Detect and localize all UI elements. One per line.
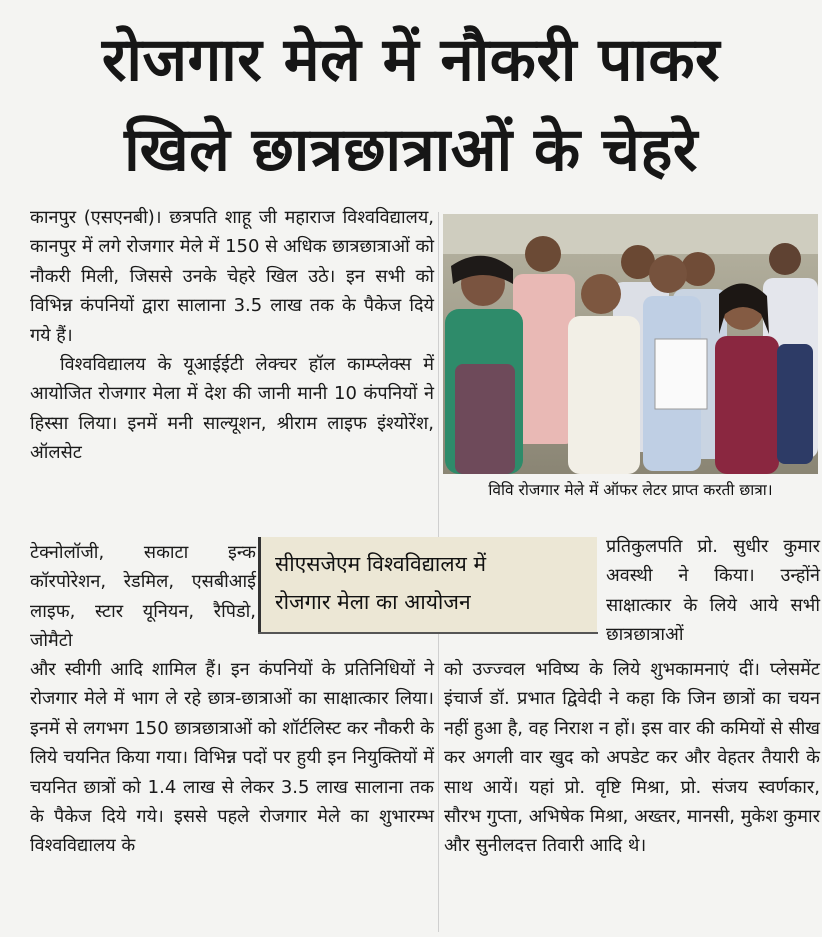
article-body-left-top — [30, 203, 434, 468]
pull-quote — [258, 537, 597, 633]
body-paragraph-3: और स्वीगी आदि शामिल हैं। इन कंपनियों के प्रतिनिधियों ने रोजगार मेले में भाग ले रहे छात्र-छात्राओं का साक्षात्कार लिया। इनमें से लगभग 150 छात्रछात्राओं को शॉर्टलिस्ट कर नौकरी के लिये चयनित किया गया। विभिन्न पदों पर हुयी इन नियुक्तियों में चयनित छात्रों को 1.4 लाख से लेकर 3.5 लाख सालाना तक के पैकेज दिये गये। इससे पहले रोजगार मेले का शुभारम्भ विश्वविद्यालय के — [30, 659, 434, 857]
body-paragraph-4-cont: को उज्ज्वल भविष्य के लिये शुभकामनाएं दीं। प्लेसमेंट इंचार्ज डॉ. प्रभात द्विवेदी ने कहा कि जिन छात्रों का चयन नहीं हुआ है, वह निराश न हों। इस वार की कमियों से सीख कर अगली वार खुद को अपडेट कर और वेहतर तैयारी के साथ आयें। यहां प्रो. वृष्टि मिश्रा, प्रो. संजय स्वर्णकार, सौरभ गुप्ता, अभिषेक मिश्रा, अख्तर, मानसी, मुकेश कुमार और सुनीलदत्त तिवारी आदि थे। — [444, 659, 820, 857]
pull-quote-line-1: सीएसजेएम विश्वविद्यालय में — [275, 552, 487, 576]
news-photo — [443, 214, 818, 474]
photo-illustration — [443, 214, 818, 474]
photo-caption: विवि रोजगार मेले में ऑफर लेटर प्राप्त करती छात्रा। — [488, 481, 773, 499]
article-body-left-mid — [30, 538, 256, 656]
article-body-right-bottom — [444, 655, 820, 861]
body-paragraph-2-cont: टेक्नोलॉजी, सकाटा इन्क कॉरपोरेशन, रेडमिल, एसबीआई लाइफ, स्टार यूनियन, रैपिडो, जोमैटो — [30, 542, 256, 652]
headline-line-2: खिले छात्रछात्राओं के चेहरे — [124, 115, 698, 185]
headline-line-1: रोजगार मेले में नौकरी पाकर — [101, 25, 721, 95]
article-body-right-top — [606, 532, 820, 650]
body-paragraph-4: प्रतिकुलपति प्रो. सुधीर कुमार अवस्थी ने किया। उन्होंने साक्षात्कार के लिये आये सभी छात्रछात्राओं — [606, 536, 820, 646]
body-paragraph-2: विश्वविद्यालय के यूआईईटी लेक्चर हॉल काम्प्लेक्स में आयोजित रोजगार मेला में देश की जानी मानी 10 कंपनियों ने हिस्सा लिया। इनमें मनी साल्यूशन, श्रीराम लाइफ इंश्योरेंश, ऑलसेट — [30, 354, 434, 464]
pull-quote-underline — [258, 632, 598, 634]
article-body-left-bottom — [30, 655, 434, 861]
body-paragraph-1: कानपुर (एसएनबी)। छत्रपति शाहू जी महाराज विश्वविद्यालय, कानपुर में लगे रोजगार मेले में 150 से अधिक छात्रछात्राओं को नौकरी मिली, जिससे उनके चेहरे खिल उठे। इन सभी को विभिन्न कंपनियों द्वारा सालाना 3.5 लाख तक के पैकेज दिये गये हैं। — [30, 207, 434, 346]
pull-quote-line-2: रोजगार मेला का आयोजन — [275, 590, 471, 614]
